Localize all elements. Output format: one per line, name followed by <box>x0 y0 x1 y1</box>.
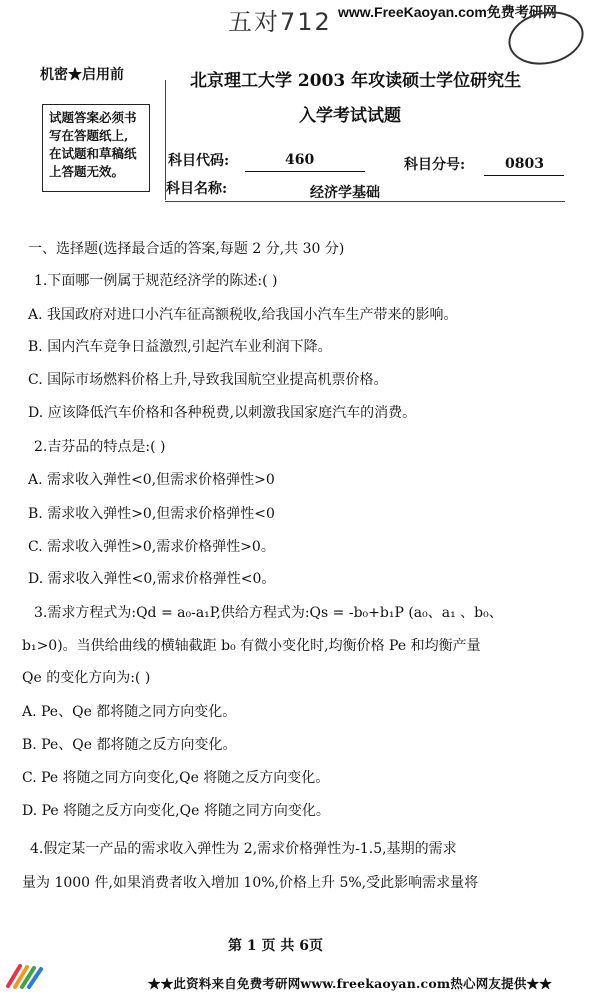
question-1-option-d: D. 应该降低汽车价格和各种税费,以刺激我国家庭汽车的消费。 <box>28 405 417 421</box>
question-3-line3: Qe 的变化方向为:( ) <box>22 670 151 686</box>
secret-label: 机密★启用前 <box>40 67 124 83</box>
question-2-option-a: A. 需求收入弹性<0,但需求价格弹性>0 <box>28 472 275 488</box>
notice-line: 写在答题纸上, <box>49 128 129 143</box>
question-3-option-d: D. Pe 将随之反方向变化,Qe 将随之同方向变化。 <box>22 803 330 819</box>
page-number: 第 1 页 共 6页 <box>228 938 323 954</box>
notice-line: 试题答案必须书 <box>49 110 137 125</box>
question-3-line2: b₁>0)。当供给曲线的横轴截距 b₀ 有微小变化时,均衡价格 Pe 和均衡产量 <box>22 638 481 654</box>
question-2-stem: 2.吉芬品的特点是:( ) <box>34 439 166 455</box>
exam-title-line2: 入学考试试题 <box>299 106 401 126</box>
question-2-option-d: D. 需求收入弹性<0,需求价格弹性<0。 <box>28 571 276 587</box>
question-4-line1: 4.假定某一产品的需求收入弹性为 2,需求价格弹性为-1.5,基期的需求 <box>30 841 457 857</box>
footer-banner[interactable]: ★★此资料来自免费考研网www.freekaoyan.com热心网友提供★★ <box>148 976 552 991</box>
subject-name-label: 科目名称: <box>166 181 228 197</box>
question-2-option-c: C. 需求收入弹性>0,需求价格弹性>0。 <box>28 539 275 555</box>
handwritten-note: 五对712 <box>228 8 332 36</box>
question-3-option-c: C. Pe 将随之同方向变化,Qe 将随之反方向变化。 <box>22 770 330 786</box>
question-2-option-b: B. 需求收入弹性>0,但需求价格弹性<0 <box>28 506 275 522</box>
section-heading: 一、选择题(选择最合适的答案,每题 2 分,共 30 分) <box>28 241 345 257</box>
question-1-option-c: C. 国际市场燃料价格上升,导致我国航空业提高机票价格。 <box>28 372 388 388</box>
subject-name-value: 经济学基础 <box>310 185 380 201</box>
subject-code-value: 460 <box>285 152 315 168</box>
site-url[interactable]: www.FreeKaoyan.com免费考研网 <box>338 4 557 20</box>
subject-code-underline <box>245 171 365 172</box>
question-4-line2: 量为 1000 件,如果消费者收入增加 10%,价格上升 5%,受此影响需求量将 <box>22 875 479 891</box>
answer-notice-box <box>42 104 150 192</box>
subject-number-label: 科目分号: <box>404 157 466 173</box>
question-3-option-b: B. Pe、Qe 都将随之反方向变化。 <box>22 737 237 753</box>
subject-number-underline <box>484 175 564 176</box>
exam-title-line1: 北京理工大学 2003 年攻读硕士学位研究生 <box>190 71 522 91</box>
subject-code-label: 科目代码: <box>168 153 230 169</box>
site-logo-icon <box>4 960 48 990</box>
question-3-option-a: A. Pe、Qe 都将随之同方向变化。 <box>22 704 237 720</box>
question-1-option-a: A. 我国政府对进口小汽车征高额税收,给我国小汽车生产带来的影响。 <box>28 307 458 323</box>
question-3-line1: 3.需求方程式为:Qd = a₀-a₁P,供给方程式为:Qs = -b₀+b₁P (a₀、a₁ 、b₀、 <box>34 605 503 621</box>
subject-number-value: 0803 <box>505 156 544 172</box>
question-1-option-b: B. 国内汽车竞争日益激烈,引起汽车业利润下降。 <box>28 339 332 355</box>
question-1-stem: 1.下面哪一例属于规范经济学的陈述:( ) <box>34 273 278 289</box>
notice-line: 上答题无效。 <box>49 164 125 179</box>
notice-line: 在试题和草稿纸 <box>49 146 137 161</box>
